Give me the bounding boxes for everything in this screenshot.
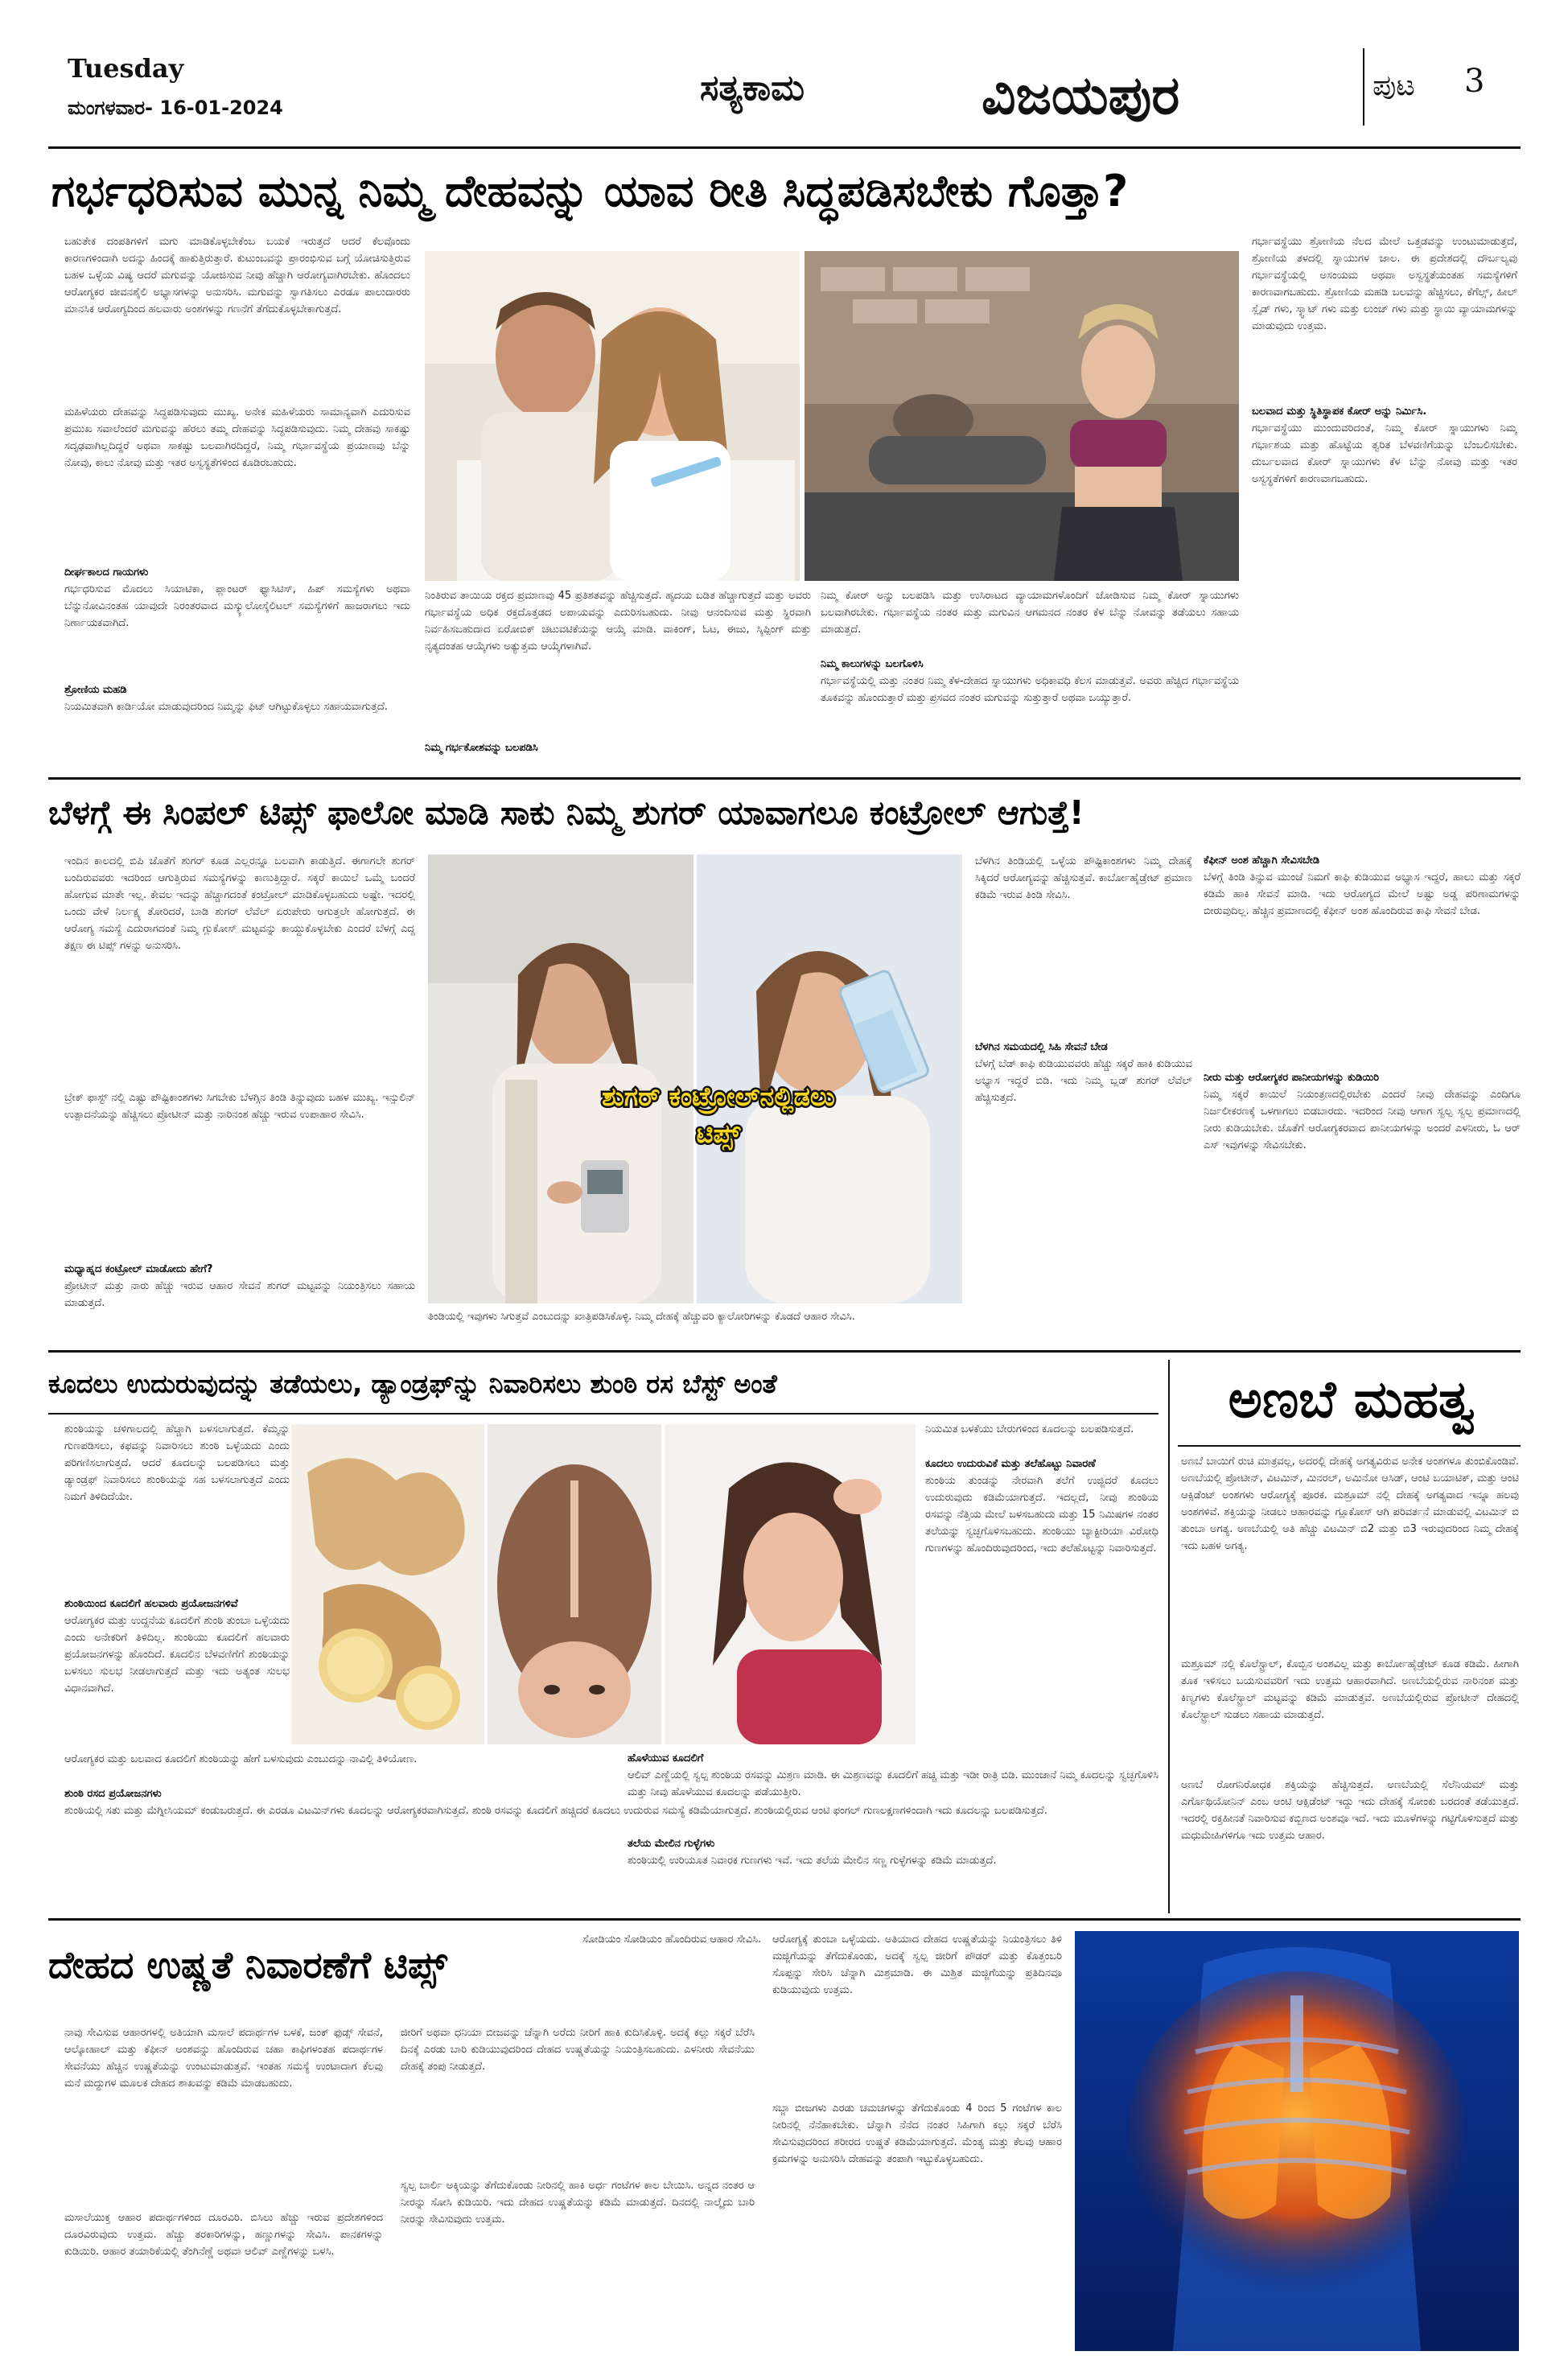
article3-col1-para2: ಆರೋಗ್ಯಕರ ಮತ್ತು ಉದ್ದನೆಯ ಕೂದಲಿಗೆ ಶುಂಠಿ ತುಂಬಾ ಒಳ್ಳೆಯದು ಎಂದು ಅನೇಕರಿಗೆ ತಿಳಿದಿಲ್ಲ. ಶುಂಠಿಯು ಕೂದಲಿಗೆ ಹಲವಾರು ಪ್ರಯೋಜನಗಳನ್ನು ಹೊಂದಿದೆ. ಕೂದಲಿನ ಬೆಳವಣಿಗೆಗೆ ಶುಂಠಿಯನ್ನು ಬಳಸಲು ಸುಲಭ ನೀಡಲಾಗುತ್ತದೆ ಮತ್ತು ಇದು ಅತ್ಯಂತ ಸುಲಭ ವಿಧಾನವಾಗಿದೆ. bbox=[64, 1615, 290, 1694]
article1-subhead-legs: ನಿಮ್ಮ ಕಾಲುಗಳನ್ನು ಬಲಗೊಳಿಸಿ bbox=[821, 658, 924, 670]
article1-center-col bbox=[425, 587, 811, 772]
article1-subhead-injuries: ದೀರ್ಘಕಾಲದ ಗಾಯಗಳು bbox=[64, 566, 149, 579]
article5-col1-para1: ನಾವು ಸೇವಿಸುವ ಆಹಾರಗಳಲ್ಲಿ ಅತಿಯಾಗಿ ಮಸಾಲೆ ಪದಾರ್ಥಗಳ ಬಳಕೆ, ಜಂಕ್ ಫುಡ್ಸ್ ಸೇವನೆ, ಆಲ್ಕೋಹಾಲ್ ಮತ್ತು ಕೆಫೀನ್ ಅಂಶವನ್ನು ಹೊಂದಿರುವ ಚಹಾ ಕಾಫಿಗಳಂತಹ ಪದಾರ್ಥಗಳ ಸೇವನೆಯು ಹೆಚ್ಚಿನ ಉಷ್ಣತೆಯನ್ನು ಉಂಟುಮಾಡುತ್ತವೆ. ಇಂತಹ ಸಮಸ್ಯೆ ಉಂಟಾದಾಗ ಕೆಲವು ಮನೆ ಮದ್ದುಗಳ ಮೂಲಕ ದೇಹದ ಶಾಖವನ್ನು ಕಡಿಮೆ ಮಾಡಬಹುದು. bbox=[64, 2027, 383, 2090]
article3-col3-para3: ಆಲಿವ್ ಎಣ್ಣೆಯಲ್ಲಿ ಸ್ವಲ್ಪ ಶುಂಠಿಯ ರಸವನ್ನು ಮಿಶ್ರಣ ಮಾಡಿ. ಈ ಮಿಶ್ರಣವನ್ನು ಕೂದಲಿಗೆ ಹಚ್ಚಿ ಮತ್ತು ಇಡೀ ರಾತ್ರಿ ಬಿಡಿ. ಮುಂಜಾನೆ ನಿಮ್ಮ ಕೂದಲನ್ನು ಸ್ವಚ್ಛಗೊಳಿಸಿ ಮತ್ತು ನೀವು ಹೊಳೆಯುವ ಕೂದಲನ್ನು ಪಡೆಯುತ್ತೀರಿ. bbox=[628, 1769, 1159, 1798]
article1-subhead-core: ಬಲವಾದ ಮತ್ತು ಸ್ಥಿತಿಸ್ಥಾಪಕ ಕೋರ್ ಅನ್ನು ನಿರ್ಮಿಸಿ. bbox=[1252, 406, 1427, 418]
article5-col2-para1: ಜೀರಿಗೆ ಅಥವಾ ಧನಿಯಾ ಬೀಜವನ್ನು ಚೆನ್ನಾಗಿ ಅರೆದು ನೀರಿಗೆ ಹಾಕಿ ಕುದಿಸಿಕೊಳ್ಳಿ. ಅದಕ್ಕೆ ಕಲ್ಲು ಸಕ್ಕರೆ ಬೆರೆಸಿ ದಿನಕ್ಕೆ ಎರಡು ಬಾರಿ ಕುಡಿಯುವುದರಿಂದ ದೇಹದ ಉಷ್ಣತೆಯನ್ನು ನಿಯಂತ್ರಿಸಬಹುದು. ಎಳನೀರು ಸೇವನೆಯು ದೇಹಕ್ಕೆ ತಂಪು ನೀಡುತ್ತದೆ. bbox=[401, 2027, 755, 2073]
article3-col1-para1: ಶುಂಠಿಯನ್ನು ಚಳಿಗಾಲದಲ್ಲಿ ಹೆಚ್ಚಾಗಿ ಬಳಸಲಾಗುತ್ತದೆ. ಕೆಮ್ಮನ್ನು ಗುಣಪಡಿಸಲು, ಕಫವನ್ನು ನಿವಾರಿಸಲು ಶುಂಠಿ ಒಳ್ಳೆಯದು ಎಂದು ಪರಿಗಣಿಸಲಾಗುತ್ತದೆ. ಆದರೆ ಕೂದಲನ್ನು ಬಲಪಡಿಸಲು ಮತ್ತು ಡ್ಯಾಂಡ್ರಫ್ ನಿವಾರಿಸಲು ಶುಂಠಿಯನ್ನು ಸಹ ಬಳಸಲಾಗುತ್ತದೆ ಎಂದು ನಿಮಗೆ ತಿಳಿದಿದೆಯೇ. bbox=[64, 1423, 290, 1503]
article5-col1-para2: ಮಸಾಲೆಯುಕ್ತ ಆಹಾರ ಪದಾರ್ಥಗಳಿಂದ ದೂರವಿರಿ. ಬಿಸಿಲು ಹೆಚ್ಚು ಇರುವ ಪ್ರದೇಶಗಳಿಂದ ದೂರವಿರುವುದು ಉತ್ತಮ. ಹೆಚ್ಚು ತರಕಾರಿಗಳನ್ನು, ಹಣ್ಣುಗಳನ್ನು ಸೇವಿಸಿ. ಪಾನಕಗಳನ್ನು ಕುಡಿಯಿರಿ. ಆಹಾರ ತಯಾರಿಕೆಯಲ್ಲಿ ತೆಂಗಿನೆಣ್ಣೆ ಅಥವಾ ಆಲಿವ್ ಎಣ್ಣೆಗಳನ್ನು ಬಳಸಿ. bbox=[64, 2212, 383, 2258]
page-number: 3 bbox=[1464, 63, 1485, 100]
masthead-rule bbox=[48, 146, 1521, 149]
photo-hair-woman bbox=[665, 1424, 916, 1744]
article1-col1-para3: ಗರ್ಭಧರಿಸುವ ಮೊದಲು ಸಿಯಾಟಿಕಾ, ಪ್ಲಾಂಟರ್ ಫ್ಯಾಸಿಟಿಸ್, ಹಿಪ್ ಸಮಸ್ಯೆಗಳು ಅಥವಾ ಬೆನ್ನುನೋವಿನಂತಹ ಯಾವುದೇ ನಿರಂತರವಾದ ಮಸ್ಕ್ಯುಲೋಸ್ಕೆಲಿಟಲ್ ಸಮಸ್ಯೆಗಳಿಗೆ ಹಾಜರಾಗಲು ಇದು ನಿರ್ಣಾಯಕವಾಗಿದೆ. bbox=[64, 583, 410, 629]
article1-center-para1: ನಿಂತಿರುವ ತಾಯಿಯ ರಕ್ತದ ಪ್ರಮಾಣವು 45 ಪ್ರತಿಶತವನ್ನು ಹೆಚ್ಚಿಸುತ್ತದೆ. ಹೃದಯ ಬಡಿತ ಹೆಚ್ಚಾಗುತ್ತದೆ ಮತ್ತು ಅವರು ಗರ್ಭಾವಸ್ಥೆಯ ಅಧಿಕ ರಕ್ತದೊತ್ತಡದ ಅಪಾಯವನ್ನು ಎದುರಿಸಬಹುದು. ನೀವು ಆನಂದಿಸುವ ಮತ್ತು ಸ್ಥಿರವಾಗಿ ನಿರ್ವಹಿಸಬಹುದಾದ ಏರೋಬಿಕ್ ಚಟುವಟಿಕೆಯನ್ನು ಆಯ್ಕೆ ಮಾಡಿ. ವಾಕಿಂಗ್, ಓಟ, ಈಜು, ಸ್ಕಿಪ್ಪಿಂಗ್ ಮತ್ತು ನೃತ್ಯದಂತಹ ಆಯ್ಕೆಗಳು ಅತ್ಯುತ್ತಮ ಆಯ್ಕೆಗಳಾಗಿವೆ. bbox=[425, 590, 811, 653]
article2-headline: ಬೆಳಗ್ಗೆ ಈ ಸಿಂಪಲ್ ಟಿಪ್ಸ್ ಫಾಲೋ ಮಾಡಿ ಸಾಕು ನಿಮ್ಮ ಶುಗರ್ ಯಾವಾಗಲೂ ಕಂಟ್ರೋಲ್ ಆಗುತ್ತೆ! bbox=[48, 793, 1084, 832]
article1-col4-para3: ಗರ್ಭಾವಸ್ಥೆಯಲ್ಲಿ ಮತ್ತು ನಂತರ ನಿಮ್ಮ ಕೆಳ-ದೇಹದ ಸ್ನಾಯುಗಳು ಅಧಿಕಾವಧಿ ಕೆಲಸ ಮಾಡುತ್ತವೆ. ಅವರು ಹೆಚ್ಚಿದ ಗರ್ಭಾವಸ್ಥೆಯ ತೂಕವನ್ನು ಹೊಂದುತ್ತಾರೆ ಮತ್ತು ಪ್ರಸವದ ನಂತರ ಮಗುವನ್ನು ಸುತ್ತುತ್ತಾರೆ ಅಥವಾ ಒಯ್ಯುತ್ತಾರೆ. bbox=[821, 675, 1239, 704]
masthead-vertical-divider bbox=[1363, 48, 1364, 126]
article2-col1-para2: ಬ್ರೇಕ್ ಫಾಸ್ಟ್ ನಲ್ಲಿ ಎಷ್ಟು ಪೌಷ್ಟಿಕಾಂಶಗಳು ಸಿಗಬೇಕು ಬೆಳಗ್ಗಿನ ತಿಂಡಿ ತಿನ್ನುವುದು ಬಹಳ ಮುಖ್ಯ. ಇನ್ಸುಲಿನ್ ಉತ್ಪಾದನೆಯನ್ನು ಹೆಚ್ಚಿಸಲು ಪ್ರೋಟೀನ್ ಮತ್ತು ನಾರಿನಂಶ ಹೆಚ್ಚು ಇರುವ ಉಪಾಹಾರ ಸೇವಿಸಿ. bbox=[64, 1092, 415, 1121]
article4-body bbox=[1181, 1453, 1519, 1912]
article5-intro-para: ಸೋಡಿಯಂ ಸೋಡಿಯಂ ಹೊಂದಿರುವ ಆಹಾರ ಸೇವಿಸಿ. bbox=[582, 1933, 762, 1946]
article5-headline: ದೇಹದ ಉಷ್ಣತೆ ನಿವಾರಣೆಗೆ ಟಿಪ್ಸ್ bbox=[48, 1943, 447, 1987]
article3-col3-para1: ನಿಯಮಿತ ಬಳಕೆಯು ಬೇರುಗಳಿಂದ ಕೂದಲನ್ನು ಬಲಪಡಿಸುತ್ತದೆ. bbox=[925, 1423, 1134, 1435]
article3-col3 bbox=[925, 1421, 1159, 1751]
article1-col1-para2: ಮಹಿಳೆಯರು ದೇಹವನ್ನು ಸಿದ್ಧಪಡಿಸುವುದು ಮುಖ್ಯ. ಅನೇಕ ಮಹಿಳೆಯರು ಸಾಮಾನ್ಯವಾಗಿ ಎದುರಿಸುವ ಪ್ರಮುಖ ಸವಾಲೆಂದರೆ ಮಗುವನ್ನು ಹೆರಲು ತಮ್ಮ ದೇಹವನ್ನು ಸಿದ್ಧಪಡಿಸುವುದು. ನಿಮ್ಮ ದೇಹವು ಸಾಕಷ್ಟು ಸದೃಢವಾಗಿಲ್ಲದಿದ್ದರೆ ಅಥವಾ ಸಾಕಷ್ಟು ಬಲವಾಗಿರದಿದ್ದರೆ, ನಿಮ್ಮ ಗರ್ಭಾವಸ್ಥೆಯ ಪ್ರಯಾಣವು ಬೆನ್ನು ನೋವು, ಕಾಲು ನೋವು ಮತ್ತು ಇತರ ಅಸ್ವಸ್ಥತೆಗಳಿಂದ ಕೂಡಿರಬಹುದು. bbox=[64, 406, 410, 469]
article2-col1 bbox=[64, 853, 415, 1344]
photo-workout bbox=[805, 251, 1239, 581]
article1-bottom-rule bbox=[48, 777, 1521, 780]
photo-caption-box bbox=[531, 1078, 906, 1175]
article1-col4-para2: ಗರ್ಭಾವಸ್ಥೆಯು ಮುಂದುವರಿದಂತೆ, ನಿಮ್ಮ ಕೋರ್ ಸ್ನಾಯುಗಳು ನಿಮ್ಮ ಗರ್ಭಾಶಯ ಮತ್ತು ಹೊಟ್ಟೆಯ ತ್ವರಿತ ಬೆಳವಣಿಗೆಯನ್ನು ಬೆಂಬಲಿಸಬೇಕು. ದುರ್ಬಲವಾದ ಕೋರ್ ಸ್ನಾಯುಗಳು ಕೆಳ ಬೆನ್ನು ನೋವು ಮತ್ತು ಇತರ ಅಸ್ವಸ್ಥತೆಗಳಿಗೆ ಕಾರಣವಾಗಬಹುದು. bbox=[1252, 422, 1517, 485]
article3-col3-para2: ಶುಂಠಿಯ ತುಂಡನ್ನು ನೇರವಾಗಿ ತಲೆಗೆ ಉಜ್ಜಿದರೆ ಕೂದಲು ಉದುರುವುದು ಕಡಿಮೆಯಾಗುತ್ತದೆ. ಇದಲ್ಲದೆ, ನೀವು ಶುಂಠಿಯ ರಸವನ್ನು ನೆತ್ತಿಯ ಮೇಲೆ ಬಳಸಬಹುದು ಮತ್ತು 15 ನಿಮಿಷಗಳ ನಂತರ ತಲೆಯನ್ನು ಸ್ವಚ್ಛಗೊಳಿಸಬಹುದು. ಶುಂಠಿಯು ಬ್ಯಾಕ್ಟೀರಿಯಾ ವಿರೋಧಿ ಗುಣಗಳನ್ನು ಹೊಂದಿರುವುದರಿಂದ, ಇದು ತಲೆಹೊಟ್ಟನ್ನು ನಿವಾರಿಸುತ್ತದೆ. bbox=[925, 1475, 1159, 1554]
photo-couple bbox=[425, 251, 800, 581]
article1-col1-para1: ಬಹುತೇಕ ದಂಪತಿಗಳಿಗೆ ಮಗು ಮಾಡಿಕೊಳ್ಳಬೇಕೆಂಬ ಬಯಕೆ ಇರುತ್ತದೆ ಆದರೆ ಕೆಲವೊಂದು ಕಾರಣಗಳಿಂದಾಗಿ ಅದನ್ನು ಹಿಂದಕ್ಕೆ ಹಾಕುತ್ತಿರುತ್ತಾರೆ. ಕುಟುಂಬವನ್ನು ಪ್ರಾರಂಭಿಸುವ ಬಗ್ಗೆ ಯೋಚಿಸುತ್ತಿರುವ ಬಹಳ ಒಳ್ಳೆಯ ವಿಷ್ಯ ಆದರೆ ಮಗುವನ್ನು ಯೋಜಿಸುವ ನೀವು ಹೆಚ್ಚಾಗಿ ಆರೋಗ್ಯವಾಗಿರಬೇಕು. ಹೊಂದಲು ಆರೋಗ್ಯಕರ ಜೀವನಶೈಲಿ ಅಭ್ಯಾಸಗಳನ್ನು ಅನುಸರಿಸಿ. ಮಗುವನ್ನು ಸ್ವಾಗತಿಸಲು ಎರಡೂ ಪಾಲುದಾರರು ಮಾನಸಿಕ ಆರೋಗ್ಯದಿಂದ ಹಲವಾರು ಅಂಶಗಳನ್ನು ಗಣನೆಗೆ ತೆಗೆದುಕೊಳ್ಳಬೇಕಾಗುತ್ತದೆ. bbox=[64, 236, 410, 315]
article3-col1 bbox=[64, 1421, 290, 1743]
article3-col1-para4: ಶುಂಠಿಯಲ್ಲಿ ಸತು ಮತ್ತು ಮೆಗ್ನೀಸಿಯಮ್ ಕಂಡುಬರುತ್ತದೆ. ಈ ಎರಡೂ ವಿಟಮಿನ್‌ಗಳು ಕೂದಲನ್ನು ಆರೋಗ್ಯಕರವಾಗಿಸುತ್ತದೆ. ಶುಂಠಿ ರಸವನ್ನು ಕೂದಲಿಗೆ ಹಚ್ಚಿದರೆ ಕೂದಲು ಉದುರುವ ಸಮಸ್ಯೆ ಕಡಿಮೆಯಾಗುತ್ತದೆ. ಶುಂಠಿಯಲ್ಲಿರುವ ಆಂಟಿ ಫಂಗಲ್ ಗುಣಲಕ್ಷಣಗಳಿಂದಾಗಿ ಇದು ಕೂದಲನ್ನು ಬಲಪಡಿಸುತ್ತದೆ. bbox=[64, 1805, 1047, 1817]
article3-subhead-shiny: ಹೊಳೆಯುವ ಕೂದಲಿಗೆ bbox=[628, 1752, 704, 1764]
paper-name: ಸತ್ಯಕಾಮ bbox=[700, 68, 805, 109]
article2-col1-para3: ಪ್ರೋಟೀನ್ ಮತ್ತು ನಾರು ಹೆಚ್ಚು ಇರುವ ಆಹಾರ ಸೇವನೆ ಶುಗರ್ ಮಟ್ಟವನ್ನು ನಿಯಂತ್ರಿಸಲು ಸಹಾಯ ಮಾಡುತ್ತದೆ. bbox=[64, 1280, 415, 1309]
article2-col1-para1: ಇಂದಿನ ಕಾಲದಲ್ಲಿ ಬಿಪಿ ಜೊತೆಗೆ ಶುಗರ್ ಕೂಡ ಎಲ್ಲರನ್ನೂ ಬಲವಾಗಿ ಕಾಡುತ್ತಿದೆ. ಈಗಾಗಲೇ ಶುಗರ್ ಬಂದಿರುವವರು ಇದರಿಂದ ಆಗುತ್ತಿರುವ ಸಮಸ್ಯೆಗಳನ್ನು ಕಾಣುತ್ತಿದ್ದಾರೆ. ಸಕ್ಕರೆ ಕಾಯಿಲೆ ಒಮ್ಮೆ ಬಂದರೆ ಹೋಗುವ ಮಾತೇ ಇಲ್ಲ. ಕೇವಲ ಇದನ್ನು ಹೆಚ್ಚಾಗದಂತೆ ಕಂಟ್ರೋಲ್ ಮಾಡಿಕೊಳ್ಳಬಹುದು ಅಷ್ಟೇ. ಇದರಲ್ಲಿ ಒಂದು ವೇಳೆ ನಿರ್ಲಕ್ಷ್ಯ ತೋರಿದರೆ, ಬಾಡಿ ಶುಗರ್ ಲೆವೆಲ್ ಏರುಪೇರು ಆಗುತ್ತಲೇ ಹೋಗುತ್ತದೆ. ಈ ಆರೋಗ್ಯ ಸಮಸ್ಯೆ ಎದುರಾಗದಂತೆ ನಿಮ್ಮ ಗ್ಲುಕೋಸ್ ಮಟ್ಟವನ್ನು ಕಾಯ್ದುಕೊಳ್ಳಬೇಕು ಎಂದರೆ ಬೆಳಗ್ಗೆ ಎದ್ದ ತಕ್ಷಣ ಈ ಟಿಪ್ಸ್ ಗಳನ್ನು ಅನುಸರಿಸಿ. bbox=[64, 855, 415, 952]
article2-subhead-sweets: ಬೆಳಗಿನ ಸಮಯದಲ್ಲಿ ಸಿಹಿ ಸೇವನೆ ಬೇಡ bbox=[975, 1041, 1108, 1053]
article2-bottom-strip bbox=[428, 1308, 962, 1347]
photo-ginger bbox=[291, 1424, 484, 1744]
article3-4-divider bbox=[1168, 1360, 1170, 1913]
article3-bottom-rule bbox=[48, 1918, 1521, 1921]
caption-line2: ಟಿಪ್ಸ್ bbox=[696, 1118, 741, 1149]
article2-col2 bbox=[975, 853, 1192, 1303]
article4-headline: ಅಣಬೆ ಮಹತ್ವ bbox=[1228, 1370, 1475, 1430]
article2-col3-para2: ನಿಮ್ಮ ಸಕ್ಕರೆ ಕಾಯಿಲೆ ನಿಯಂತ್ರಣದಲ್ಲಿರಬೇಕು ಎಂದರೆ ನೀವು ದೇಹವನ್ನು ಎಂದಿಗೂ ನಿರ್ಜಲೀಕರಣಕ್ಕೆ ಒಳಗಾಗಲು ಬಿಡಬಾರದು. ಇದರಿಂದ ನೀವು ಆಗಾಗ ಸ್ವಲ್ಪ ಸ್ವಲ್ಪ ಪ್ರಮಾಣದಲ್ಲಿ ನೀರು ಕುಡಿಯಬೇಕು. ಜೊತೆಗೆ ಆರೋಗ್ಯಕರವಾದ ಪಾನೀಯಗಳನ್ನು ಅಂದರೆ ಎಳನೀರು, ಓ ಆರ್ ಎಸ್ ಇವುಗಳನ್ನು ಸೇವಿಸಬೇಕು. bbox=[1204, 1089, 1521, 1151]
article3-col3-para4: ಶುಂಠಿಯಲ್ಲಿ ಉರಿಯೂತ ನಿವಾರಕ ಗುಣಗಳು ಇವೆ. ಇದು ತಲೆಯ ಮೇಲಿನ ಸಣ್ಣ ಗುಳ್ಳೆಗಳನ್ನು ಕಡಿಮೆ ಮಾಡುತ್ತದೆ. bbox=[628, 1855, 997, 1867]
article2-subhead-caffeine: ಕೆಫೀನ್ ಅಂಶ ಹೆಚ್ಚಾಗಿ ಸೇವಿಸಬೇಡಿ bbox=[1204, 854, 1320, 867]
article4-para3: ಅಣಬೆ ರೋಗನಿರೋಧಕ ಶಕ್ತಿಯನ್ನು ಹೆಚ್ಚಿಸುತ್ತದೆ. ಅಣಬೆಯಲ್ಲಿ ಸೆಲೆನಿಯಮ್ ಮತ್ತು ಎರ್ಗೊಥಿಯೋನಿನ್ ಎಂಬ ಆಂಟಿ ಆಕ್ಸಿಡೆಂಟ್ ಇದ್ದು ಇದು ದೇಹಕ್ಕೆ ಸೋಂಕು ಬರದಂತೆ ತಡೆಯುತ್ತದೆ. ಇದರಲ್ಲಿ ರಕ್ತಹೀನತೆ ನಿವಾರಿಸುವ ಕಬ್ಬಿಣದ ಅಂಶವೂ ಇದೆ. ಇದು ಮೂಳೆಗಳನ್ನು ಗಟ್ಟಿಗೊಳಿಸುತ್ತದೆ ಮತ್ತು ಮಧುಮೇಹಿಗಳಿಗೂ ಇದು ಉತ್ತಮ ಆಹಾರ. bbox=[1181, 1779, 1519, 1842]
article5-col2 bbox=[401, 2024, 755, 2354]
article1-subhead-floor: ಶ್ರೋಣಿಯ ಮಹಡಿ bbox=[64, 684, 127, 696]
article1-col1 bbox=[64, 233, 410, 764]
day-english: Tuesday bbox=[68, 53, 184, 84]
article4-headline-rule bbox=[1178, 1445, 1521, 1447]
article3-subhead-ginger-juice: ಶುಂಠಿ ರಸದ ಪ್ರಯೋಜನಗಳು bbox=[64, 1788, 162, 1800]
article1-col4 bbox=[1252, 233, 1517, 587]
date-line: ಮಂಗಳವಾರ- 16-01-2024 bbox=[68, 97, 283, 119]
article2-col3 bbox=[1204, 853, 1521, 1340]
caption-line1: ಶುಗರ್ ಕಂಟ್ರೋಲ್‌ನಲ್ಲಿಡಲು bbox=[602, 1081, 835, 1112]
article2-col3-para1: ಬೆಳಗ್ಗೆ ತಿಂಡಿ ತಿನ್ನುವ ಮುಂಚೆ ನಿಮಗೆ ಕಾಫಿ ಕುಡಿಯುವ ಅಭ್ಯಾಸ ಇದ್ದರೆ, ಹಾಲು ಮತ್ತು ಸಕ್ಕರೆ ಕಡಿಮೆ ಹಾಕಿ ಸೇವನೆ ಮಾಡಿ. ಇದು ಆರೋಗ್ಯದ ಮೇಲೆ ಅಷ್ಟು ಅಡ್ಡ ಪರಿಣಾಮಗಳನ್ನು ಬೀರುವುದಿಲ್ಲ. ಹೆಚ್ಚಿನ ಪ್ರಮಾಣದಲ್ಲಿ ಕೆಫೀನ್ ಅಂಶ ಹೊಂದಿರುವ ಕಾಫಿ ಸೇವನೆ ಬೇಡ. bbox=[1204, 871, 1521, 917]
article1-headline: ಗರ್ಭಧರಿಸುವ ಮುನ್ನ ನಿಮ್ಮ ದೇಹವನ್ನು ಯಾವ ರೀತಿ ಸಿದ್ಧಪಡಿಸಬೇಕು ಗೊತ್ತಾ? bbox=[51, 166, 1129, 216]
photo-scalp bbox=[488, 1424, 661, 1744]
article4-para1: ಅಣಬೆ ಬಾಯಿಗೆ ರುಚಿ ಮಾತ್ರವಲ್ಲ, ಅದರಲ್ಲಿ ದೇಹಕ್ಕೆ ಅಗತ್ಯವಿರುವ ಅನೇಕ ಅಂಶಗಳೂ ತುಂಬಿಕೊಂಡಿವೆ. ಅಣಬೆಯಲ್ಲಿ ಪ್ರೋಟೀನ್, ವಿಟಮಿನ್, ಮಿನರಲ್, ಅಮಿನೋ ಆಸಿಡ್, ಆಂಟಿ ಬಯಾಟಿಕ್, ಮತ್ತು ಆಂಟಿ ಆಕ್ಸಿಡೆಂಟ್ ಅಂಶಗಳು ಆರೋಗ್ಯಕ್ಕೆ ಪೂರಕ. ಮಶ್ರೂಮ್ ನಲ್ಲಿ ದೇಹಕ್ಕೆ ಅಗತ್ಯವಾದ ಇನ್ನೂ ಹಲವು ಅಂಶಗಳಿವೆ. ಶಕ್ತಿಯನ್ನು ನೀಡಲು ಆಹಾರವನ್ನು ಗ್ಲೂಕೋಸ್ ಆಗಿ ಪರಿವರ್ತನೆ ಮಾಡುವಲ್ಲಿ ವಿಟಮಿನ್ ಬಿ ತುಂಬಾ ಅಗತ್ಯ. ಅಣಬೆಯಲ್ಲಿ ಅತಿ ಹೆಚ್ಚು ವಿಟಮಿನ್ ಬಿ2 ಮತ್ತು ಬಿ3 ಇರುವುದರಿಂದ ನಿಮ್ಮ ದೇಹಕ್ಕೆ ಇದು ಬಹಳ ಅಗತ್ಯ. bbox=[1181, 1456, 1519, 1552]
article3-headline-rule bbox=[48, 1413, 1159, 1414]
article1-col1-para4: ನಿಯಮಿತವಾಗಿ ಕಾರ್ಡಿಯೋ ಮಾಡುವುದರಿಂದ ನಿಮ್ಮನ್ನು ಫಿಟ್ ಆಗಿಟ್ಟುಕೊಳ್ಳಲು ಸಹಾಯವಾಗುತ್ತದೆ. bbox=[64, 701, 388, 713]
article1-center-col2 bbox=[821, 587, 1239, 772]
article5-col1 bbox=[64, 2024, 383, 2354]
page-label: ಪುಟ bbox=[1373, 69, 1415, 102]
article3-col3-lower bbox=[628, 1751, 1159, 1912]
article2-subhead-water: ನೀರು ಮತ್ತು ಆರೋಗ್ಯಕರ ಪಾನೀಯಗಳನ್ನು ಕುಡಿಯಿರಿ bbox=[1204, 1072, 1380, 1084]
article5-intro bbox=[582, 1931, 768, 2015]
article3-subhead-pimples: ತಲೆಯ ಮೇಲಿನ ಗುಳ್ಳೆಗಳು bbox=[628, 1838, 715, 1850]
article5-col2-para2: ಸ್ವಲ್ಪ ಬಾರ್ಲಿ ಅಕ್ಕಿಯನ್ನು ತೆಗೆದುಕೊಂಡು ನೀರಿನಲ್ಲಿ ಹಾಕಿ ಅರ್ಧ ಗಂಟೆಗಳ ಕಾಲ ಬೇಯಿಸಿ. ಅನ್ನದ ನಂತರ ಆ ನೀರನ್ನು ಸೋಸಿ ಕುಡಿಯಿರಿ. ಇದು ದೇಹದ ಉಷ್ಣತೆಯನ್ನು ಕಡಿಮೆ ಮಾಡುತ್ತದೆ. ದಿನದಲ್ಲಿ ನಾಲ್ಕೈದು ಬಾರಿ ನೀರನ್ನು ಸೇವಿಸುವುದು ಉತ್ತಮ. bbox=[401, 2180, 755, 2226]
article2-bottom-para: ತಿಂಡಿಯಲ್ಲಿ ಇವುಗಳು ಸಿಗುತ್ತವೆ ಎಂಬುದನ್ನು ಖಾತ್ರಿಪಡಿಸಿಕೊಳ್ಳಿ. ನಿಮ್ಮ ದೇಹಕ್ಕೆ ಹೆಚ್ಚುವರಿ ಕ್ಯಾಲೋರಿಗಳನ್ನು ಕೊಡದೆ ಆಹಾರ ಸೇವಿಸಿ. bbox=[428, 1311, 855, 1323]
article3-subhead-benefits: ಶುಂಠಿಯಿಂದ ಕೂದಲಿಗೆ ಹಲವಾರು ಪ್ರಯೋಜನಗಳಿವೆ bbox=[64, 1598, 238, 1610]
article5-col3 bbox=[772, 1931, 1062, 2354]
article1-center-para2: ನಿಮ್ಮ ಕೋರ್ ಅನ್ನು ಬಲಪಡಿಸಿ ಮತ್ತು ಉಸಿರಾಟದ ವ್ಯಾಯಾಮಗಳೊಂದಿಗೆ ಜೋಡಿಸುವ ನಿಮ್ಮ ಕೋರ್ ಸ್ನಾಯುಗಳು ಬಲವಾಗಿರಬೇಕು. ಗರ್ಭಾವಸ್ಥೆಯ ನಂತರ ಮತ್ತು ಮಗುವಿನ ಆಗಮನದ ನಂತರ ಕೆಳ ಬೆನ್ನು ನೋವನ್ನು ತಡೆಯಲು ಸಹಾಯ ಮಾಡುತ್ತದೆ. bbox=[821, 590, 1239, 636]
article3-subhead-dandruff: ಕೂದಲು ಉದುರುವಿಕೆ ಮತ್ತು ತಲೆಹೊಟ್ಟು ನಿವಾರಣೆ bbox=[925, 1458, 1096, 1470]
article1-subhead-uterus: ನಿಮ್ಮ ಗರ್ಭಕೋಶವನ್ನು ಬಲಪಡಿಸಿ bbox=[425, 742, 538, 754]
article1-col4-para1: ಗರ್ಭಾವಸ್ಥೆಯು ಶ್ರೋಣಿಯ ನೆಲದ ಮೇಲೆ ಒತ್ತಡವನ್ನು ಉಂಟುಮಾಡುತ್ತದೆ, ಶ್ರೋಣಿಯ ತಳದಲ್ಲಿ ಸ್ನಾಯುಗಳ ಜಾಲ. ಈ ಪ್ರದೇಶದಲ್ಲಿ ದೌರ್ಬಲ್ಯವು ಗರ್ಭಾವಸ್ಥೆಯಲ್ಲಿ ಅಸಂಯಮ ಅಥವಾ ಅಸ್ವಸ್ಥತೆಯಂತಹ ಸಮಸ್ಯೆಗಳಿಗೆ ಕಾರಣವಾಗಬಹುದು. ಶ್ರೋಣಿಯ ಮಹಡಿ ಬಲವನ್ನು ಹೆಚ್ಚಿಸಲು, ಕೆಗೆಲ್ಸ್, ಹೀಲ್ ಸ್ಲೈಡ್ ಗಳು, ಸ್ಕ್ವಾಟ್ ಗಳು ಮತ್ತು ಲುಂಜ್ ಗಳು ಮತ್ತು ಸ್ಥಾಯಿ ವ್ಯಾಯಾಮಗಳನ್ನು ಮಾಡುವುದು ಉತ್ತಮ. bbox=[1252, 236, 1517, 332]
article5-col3-para2: ಸಬ್ಜಾ ಬೀಜಗಳು ಎರಡು ಚಮಚಗಳನ್ನು ತೆಗೆದುಕೊಂಡು 4 ರಿಂದ 5 ಗಂಟೆಗಳ ಕಾಲ ನೀರಿನಲ್ಲಿ ನೆನೆಹಾಕಬೇಕು. ಚೆನ್ನಾಗಿ ನೆನೆದ ನಂತರ ಸಿಹಿಗಾಗಿ ಕಲ್ಲು ಸಕ್ಕರೆ ಬೆರೆಸಿ ಸೇವಿಸುವುದರಿಂದ ಶರೀರದ ಉಷ್ಣತೆ ಕಡಿಮೆಯಾಗುತ್ತದೆ. ಮೆಂತ್ಯ ಮತ್ತು ಕೆಲವು ಆಹಾರ ಕ್ರಮಗಳನ್ನು ಅನುಸರಿಸಿ ದೇಹವನ್ನು ತಂಪಾಗಿ ಇಟ್ಟುಕೊಳ್ಳಬಹುದು. bbox=[772, 2102, 1062, 2165]
photo-lungs-scan bbox=[1075, 1931, 1519, 2351]
article2-subhead-afternoon: ಮಧ್ಯಾಹ್ನದ ಕಂಟ್ರೋಲ್ ಮಾಡೋದು ಹೇಗೆ? bbox=[64, 1263, 213, 1275]
article2-col2-para1: ಬೆಳಗಿನ ತಿಂಡಿಯಲ್ಲಿ ಒಳ್ಳೆಯ ಪೌಷ್ಟಿಕಾಂಶಗಳು ನಿಮ್ಮ ದೇಹಕ್ಕೆ ಸಿಕ್ಕಿದರೆ ಆರೋಗ್ಯವನ್ನು ಹೆಚ್ಚಿಸುತ್ತವೆ. ಕಾರ್ಬೋಹೈಡ್ರೇಟ್ ಪ್ರಮಾಣ ಕಡಿಮೆ ಇರುವ ತಿಂಡಿ ಸೇವಿಸಿ. bbox=[975, 855, 1192, 901]
article2-bottom-rule bbox=[48, 1350, 1521, 1353]
article2-col2-para2: ಬೆಳಗ್ಗೆ ಬೆಡ್ ಕಾಫಿ ಕುಡಿಯುವವರು ಹೆಚ್ಚು ಸಕ್ಕರೆ ಹಾಕಿ ಕುಡಿಯುವ ಅಭ್ಯಾಸ ಇದ್ದರೆ ಬಿಡಿ. ಇದು ನಿಮ್ಮ ಬ್ಲಡ್ ಶುಗರ್ ಲೆವೆಲ್ ಹೆಚ್ಚಿಸುತ್ತದೆ. bbox=[975, 1058, 1192, 1104]
article3-col1-para3: ಆರೋಗ್ಯಕರ ಮತ್ತು ಬಲವಾದ ಕೂದಲಿಗೆ ಶುಂಠಿಯನ್ನು ಹೇಗೆ ಬಳಸುವುದು ಎಂಬುದನ್ನು ನಾವಿಲ್ಲಿ ತಿಳಿಯೋಣ. bbox=[64, 1753, 418, 1765]
article5-col3-para1: ಆರೋಗ್ಯಕ್ಕೆ ತುಂಬಾ ಒಳ್ಳೆಯದು. ಅತಿಯಾದ ದೇಹದ ಉಷ್ಣತೆಯನ್ನು ನಿಯಂತ್ರಿಸಲು ತಿಳಿ ಮಜ್ಜಿಗೆಯನ್ನು ತೆಗೆದುಕೊಂಡು, ಅದಕ್ಕೆ ಸ್ವಲ್ಪ ಜೀರಿಗೆ ಪೌಡರ್ ಮತ್ತು ಕೊತ್ತಂಬರಿ ಸೊಪ್ಪನ್ನು ಸೇರಿಸಿ ಚೆನ್ನಾಗಿ ಮಿಶ್ರಮಾಡಿ. ಈ ಮಿಶ್ರಿತ ಮಜ್ಜಿಗೆಯನ್ನು ಪ್ರತಿದಿನವೂ ಕುಡಿಯುವುದು ಉತ್ತಮ. bbox=[772, 1933, 1062, 1996]
article3-headline: ಕೂದಲು ಉದುರುವುದನ್ನು ತಡೆಯಲು, ಡ್ಯಾಂಡ್ರಫ್‌ನ್ನು ನಿವಾರಿಸಲು ಶುಂಠಿ ರಸ ಬೆಸ್ಟ್ ಅಂತೆ bbox=[48, 1369, 777, 1399]
article4-para2: ಮಶ್ರೂಮ್ ನಲ್ಲಿ ಕೊಲೆಸ್ಟ್ರಾಲ್, ಕೊಬ್ಬಿನ ಅಂಶವಿಲ್ಲ ಮತ್ತು ಕಾರ್ಬೋಹೈಡ್ರೇಟ್ ಕೂಡ ಕಡಿಮೆ. ಹೀಗಾಗಿ ತೂಕ ಇಳಿಸಲು ಬಯಸುವವರಿಗೆ ಇದು ಉತ್ತಮ ಆಹಾರವಾಗಿದೆ. ಅಣಬೆಯಲ್ಲಿರುವ ನಾರಿನಂಶ ಮತ್ತು ಕಿಣ್ವಗಳು ಕೊಲೆಸ್ಟ್ರಾಲ್ ಮಟ್ಟವನ್ನು ಕಡಿಮೆ ಮಾಡುತ್ತವೆ. ಅಣಬೆಯಲ್ಲಿರುವ ಪ್ರೋಟೀನ್ ದೇಹದಲ್ಲಿ ಕೊಲೆಸ್ಟ್ರಾಲ್ ಸುಡಲು ಸಹಾಯ ಮಾಡುತ್ತದೆ. bbox=[1181, 1658, 1519, 1721]
city-name: ವಿಜಯಪುರ bbox=[982, 64, 1180, 126]
